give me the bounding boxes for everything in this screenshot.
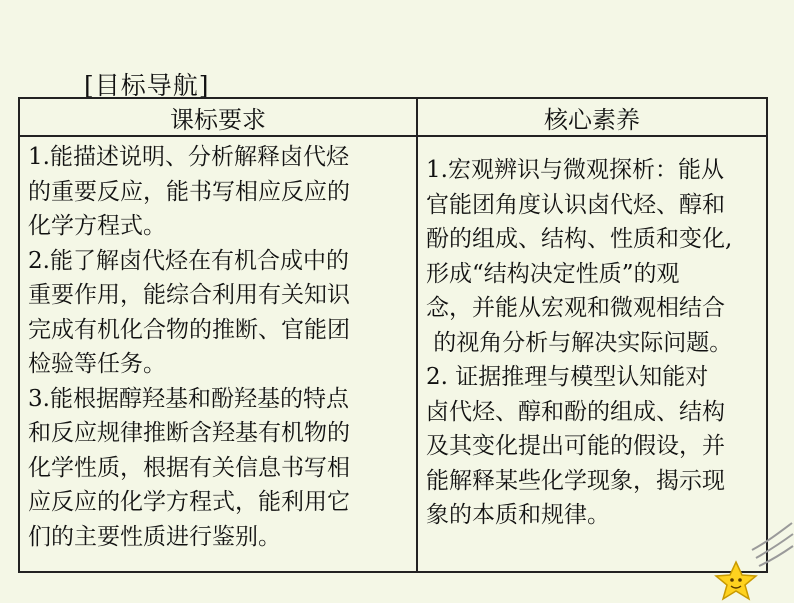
- section-label: [目标导航]: [84, 71, 210, 100]
- requirement-line: 化学性质，根据有关信息书写相: [28, 454, 350, 481]
- competency-line: 2. 证据推理与模型认知能对: [426, 364, 709, 390]
- competency-line: 象的本质和规律。: [426, 502, 610, 528]
- requirements-cell: [19, 136, 417, 572]
- table-header-row: [19, 98, 767, 136]
- competency-line: 酚的组成、结构、性质和变化,: [426, 226, 733, 252]
- requirement-line: 检验等任务。: [28, 351, 166, 377]
- requirement-line: 们的主要性质进行鉴别。: [28, 523, 281, 550]
- requirement-line: 完成有机化合物的推断、官能团: [28, 316, 350, 343]
- requirement-line: 3.能根据醇羟基和酚羟基的特点: [28, 385, 349, 412]
- requirement-line: 的重要反应，能书写相应反应的: [28, 178, 350, 205]
- requirement-line: 和反应规律推断含羟基有机物的: [28, 420, 350, 446]
- requirement-line: 重要作用，能综合利用有关知识: [28, 282, 350, 308]
- requirement-line: 1.能描述说明、分析解释卤代烃: [28, 144, 349, 170]
- goal-table: [18, 97, 768, 573]
- competency-line: 的视角分析与解决实际问题。: [426, 329, 733, 356]
- competency-line: 卤代烃、醇和酚的组成、结构: [426, 398, 725, 425]
- competency-line: 能解释某些化学现象，揭示现: [426, 467, 725, 494]
- requirement-line: 应反应的化学方程式，能利用它: [28, 489, 350, 515]
- header-curriculum-requirements: 课标要求: [19, 98, 417, 136]
- competencies-cell: [417, 136, 767, 572]
- table-row: [19, 136, 767, 572]
- requirement-line: 2.能了解卤代烃在有机合成中的: [28, 247, 349, 274]
- competency-line: 1.宏观辨识与微观探析：能从: [426, 157, 724, 183]
- competency-line: 及其变化提出可能的假设，并: [426, 433, 725, 459]
- competency-line: 念，并能从宏观和微观相结合: [426, 295, 725, 321]
- competency-line: 形成“结构决定性质”的观: [426, 260, 680, 287]
- header-core-competencies: 核心素养: [417, 98, 767, 136]
- requirement-line: 化学方程式。: [28, 213, 166, 239]
- competency-line: 官能团角度认识卤代烃、醇和: [426, 191, 725, 218]
- shooting-star-icon: [712, 520, 794, 603]
